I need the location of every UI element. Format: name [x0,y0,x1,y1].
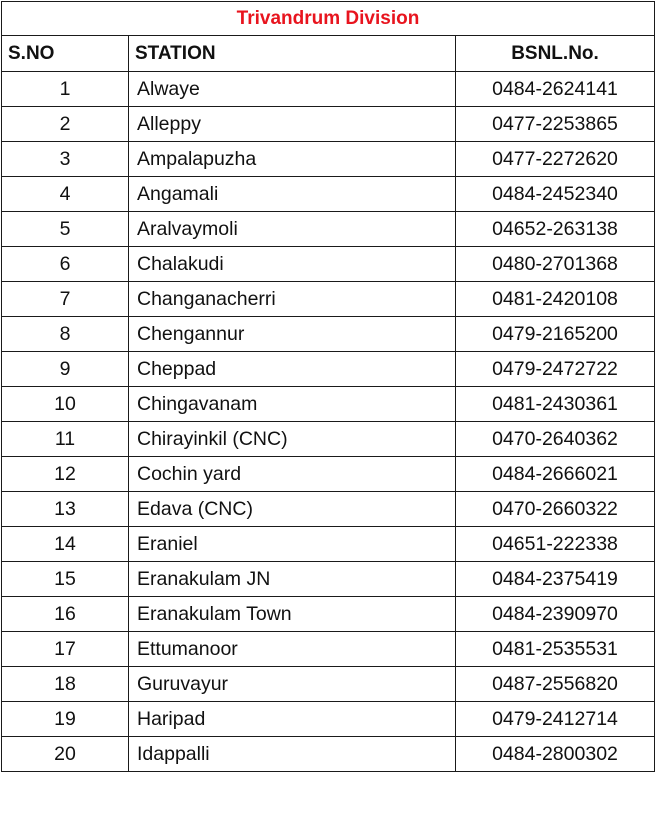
cell-phone: 0470-2640362 [456,422,655,457]
cell-station: Ampalapuzha [129,142,456,177]
table-row [2,142,655,177]
cell-station: Angamali [129,177,456,212]
cell-station: Aralvaymoli [129,212,456,247]
cell-station: Ettumanoor [129,632,456,667]
cell-phone: 0479-2412714 [456,702,655,737]
cell-sno: 2 [2,107,129,142]
cell-phone: 0481-2535531 [456,632,655,667]
cell-station: Chengannur [129,317,456,352]
cell-phone: 0484-2375419 [456,562,655,597]
table-header-row [2,36,655,72]
cell-phone: 0484-2624141 [456,72,655,107]
table-title-row [2,2,655,36]
table-row [2,212,655,247]
cell-phone: 0481-2420108 [456,282,655,317]
cell-phone: 0480-2701368 [456,247,655,282]
cell-station: Alwaye [129,72,456,107]
cell-phone: 0481-2430361 [456,387,655,422]
table-row [2,282,655,317]
column-header-station: STATION [129,36,456,72]
table-row [2,597,655,632]
column-header-sno: S.NO [2,36,129,72]
cell-sno: 14 [2,527,129,562]
cell-sno: 5 [2,212,129,247]
cell-station: Eraniel [129,527,456,562]
cell-sno: 3 [2,142,129,177]
table-row [2,247,655,282]
cell-phone: 04652-263138 [456,212,655,247]
cell-station: Guruvayur [129,667,456,702]
table-title: Trivandrum Division [2,2,655,36]
table-row [2,72,655,107]
table-row [2,177,655,212]
cell-sno: 17 [2,632,129,667]
cell-sno: 9 [2,352,129,387]
cell-station: Cochin yard [129,457,456,492]
table-row [2,352,655,387]
cell-station: Eranakulam Town [129,597,456,632]
cell-station: Haripad [129,702,456,737]
table-row [2,702,655,737]
table-row [2,492,655,527]
cell-sno: 4 [2,177,129,212]
cell-sno: 11 [2,422,129,457]
cell-phone: 0484-2800302 [456,737,655,772]
cell-sno: 6 [2,247,129,282]
cell-sno: 7 [2,282,129,317]
cell-station: Idappalli [129,737,456,772]
cell-station: Changanacherri [129,282,456,317]
table-row [2,667,655,702]
cell-station: Cheppad [129,352,456,387]
cell-sno: 18 [2,667,129,702]
cell-phone: 0477-2272620 [456,142,655,177]
cell-sno: 15 [2,562,129,597]
cell-sno: 19 [2,702,129,737]
cell-phone: 0484-2390970 [456,597,655,632]
table-row [2,107,655,142]
cell-station: Edava (CNC) [129,492,456,527]
cell-sno: 20 [2,737,129,772]
cell-station: Alleppy [129,107,456,142]
cell-phone: 0470-2660322 [456,492,655,527]
table-row [2,457,655,492]
cell-phone: 04651-222338 [456,527,655,562]
table-row [2,562,655,597]
cell-sno: 10 [2,387,129,422]
table-row [2,317,655,352]
column-header-bsnl: BSNL.No. [456,36,655,72]
table-row [2,632,655,667]
cell-station: Eranakulam JN [129,562,456,597]
cell-phone: 0487-2556820 [456,667,655,702]
cell-phone: 0477-2253865 [456,107,655,142]
cell-phone: 0484-2452340 [456,177,655,212]
station-table [1,1,655,772]
cell-phone: 0484-2666021 [456,457,655,492]
table-row [2,387,655,422]
cell-phone: 0479-2165200 [456,317,655,352]
cell-station: Chirayinkil (CNC) [129,422,456,457]
cell-sno: 8 [2,317,129,352]
cell-station: Chingavanam [129,387,456,422]
cell-sno: 12 [2,457,129,492]
cell-phone: 0479-2472722 [456,352,655,387]
table-row [2,527,655,562]
table-row [2,737,655,772]
cell-station: Chalakudi [129,247,456,282]
cell-sno: 1 [2,72,129,107]
table-row [2,422,655,457]
cell-sno: 16 [2,597,129,632]
cell-sno: 13 [2,492,129,527]
